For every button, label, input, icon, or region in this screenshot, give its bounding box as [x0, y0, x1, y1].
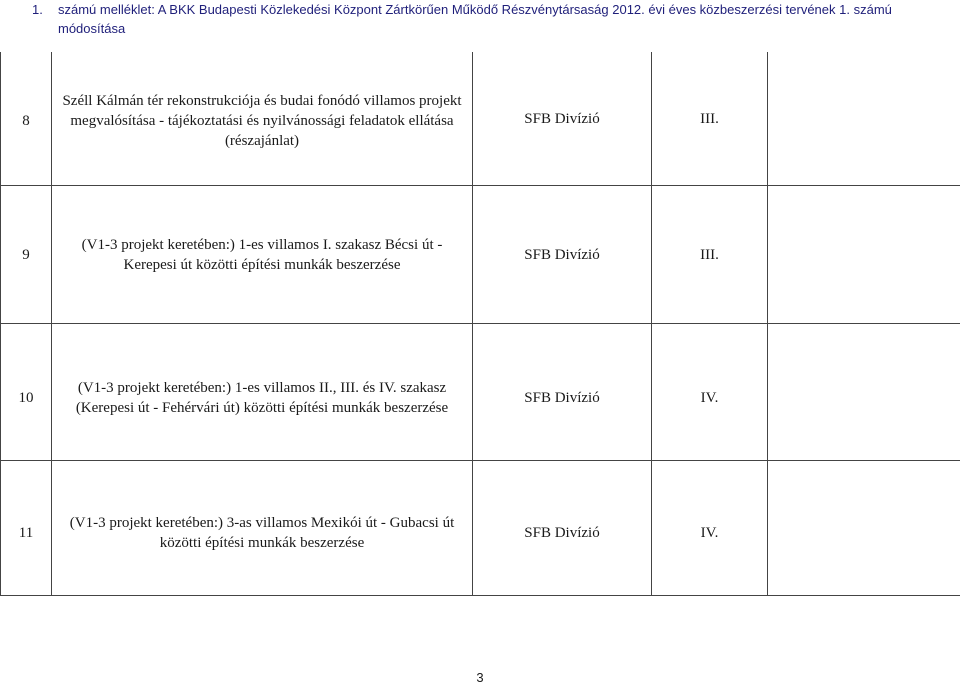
row-quarter: III.: [700, 246, 719, 263]
description-cell: [52, 461, 473, 596]
row-description: (V1-3 projekt keretében:) 1-es villamos II., III. és IV. szakasz (Kerepesi út - Fehérvári út) közötti építési munkák beszerzése: [75, 380, 449, 416]
row-number-cell: [1, 324, 52, 461]
header-title: számú melléklet: A BKK Budapesti Közlekedési Központ Zártkörűen Működő Részvénytársaság 2012. évi éves közbeszerzési tervének 1. számú módosítása: [58, 2, 892, 36]
empty-cell: [768, 52, 960, 186]
quarter-cell: [652, 52, 768, 186]
division-cell: [473, 52, 652, 186]
row-number: 9: [22, 246, 30, 263]
row-number: 11: [18, 525, 34, 541]
row-number-cell: [1, 186, 52, 324]
row-number-cell: [1, 52, 52, 186]
table-row: [1, 186, 960, 324]
table-row: [1, 461, 960, 596]
row-description: (V1-3 projekt keretében:) 1-es villamos I. szakasz Bécsi út - Kerepesi út közötti építési munkák beszerzése: [81, 236, 443, 273]
header-list-number: 1.: [32, 2, 43, 17]
quarter-cell: [652, 461, 768, 596]
empty-cell: [768, 324, 960, 461]
row-number: 10: [18, 390, 34, 406]
division-cell: [473, 324, 652, 461]
table-row: [1, 324, 960, 461]
row-description: (V1-3 projekt keretében:) 3-as villamos Mexikói út - Gubacsi út közötti építési munkák beszerzése: [69, 515, 455, 551]
quarter-cell: [652, 324, 768, 461]
quarter-cell: [652, 186, 768, 324]
empty-cell: [768, 186, 960, 324]
division-cell: [473, 461, 652, 596]
row-division: SFB Divízió: [524, 525, 600, 541]
row-division: SFB Divízió: [524, 110, 600, 127]
description-cell: [52, 52, 473, 186]
row-division: SFB Divízió: [524, 246, 600, 263]
row-division: SFB Divízió: [524, 390, 600, 406]
row-quarter: III.: [700, 110, 719, 127]
table-row: [1, 52, 960, 186]
empty-cell: [768, 461, 960, 596]
row-number-cell: [1, 461, 52, 596]
row-quarter: IV.: [700, 525, 719, 541]
row-quarter: IV.: [700, 390, 719, 406]
procurement-table: [0, 52, 960, 596]
description-cell: [52, 324, 473, 461]
row-description: Széll Kálmán tér rekonstrukciója és budai fonódó villamos projekt megvalósítása - tájékoztatási és nyilvánossági feladatok ellátása (részajánlat): [62, 92, 462, 149]
description-cell: [52, 186, 473, 324]
division-cell: [473, 186, 652, 324]
page-number: 3: [476, 670, 484, 685]
row-number: 8: [22, 112, 30, 129]
